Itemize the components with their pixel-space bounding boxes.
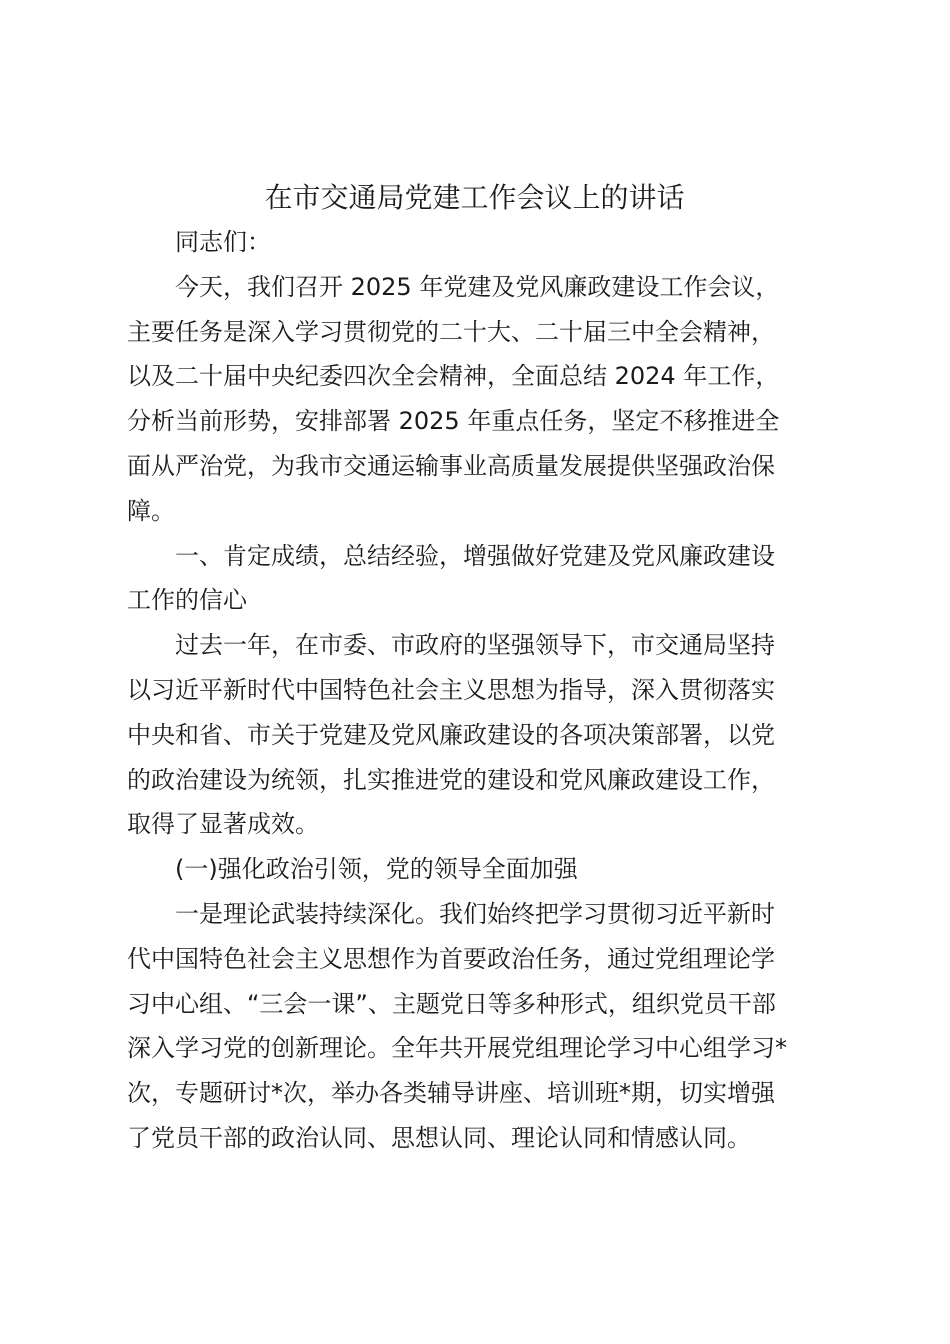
paragraph-line: 一是理论武装持续深化。我们始终把学习贯彻习近平新时 [175, 899, 775, 928]
paragraph-line: 以及二十届中央纪委四次全会精神，全面总结 2024 年工作， [127, 362, 780, 391]
paragraph-line: 分析当前形势，安排部署 2025 年重点任务，坚定不移推进全 [127, 407, 780, 436]
subsection-heading-1 [127, 847, 822, 892]
section-heading-1 [127, 534, 822, 624]
salutation [127, 220, 822, 265]
paragraph-line: 取得了显著成效。 [127, 810, 319, 839]
paragraph-line: 中央和省、市关于党建及党风廉政建设的各项决策部署，以党 [127, 720, 775, 749]
paragraph-line: 了党员干部的政治认同、思想认同、理论认同和情感认同。 [127, 1123, 751, 1152]
paragraph-theory [127, 892, 822, 1161]
paragraph-line: 障。 [127, 496, 175, 525]
paragraph-line: 过去一年，在市委、市政府的坚强领导下，市交通局坚持 [175, 631, 775, 660]
paragraph-line: 的政治建设为统领，扎实推进党的建设和党风廉政建设工作， [127, 765, 775, 794]
paragraph-line: 次，专题研讨*次，举办各类辅导讲座、培训班*期，切实增强 [127, 1079, 775, 1108]
paragraph-line: 面从严治党，为我市交通运输事业高质量发展提供坚强政治保 [127, 451, 775, 480]
paragraph-line: 今天，我们召开 2025 年党建及党风廉政建设工作会议， [175, 272, 780, 301]
paragraph-line: 深入学习党的创新理论。全年共开展党组理论学习中心组学习* [127, 1034, 787, 1063]
paragraph-line: 以习近平新时代中国特色社会主义思想为指导，深入贯彻落实 [127, 675, 775, 704]
heading-line: 一、肯定成绩，总结经验，增强做好党建及党风廉政建设 [175, 541, 775, 570]
salutation-text: 同志们： [175, 228, 271, 256]
subsection-title: (一)强化政治引领，党的领导全面加强 [175, 855, 578, 884]
paragraph-line: 习中心组、“三会一课”、主题党日等多种形式，组织党员干部 [127, 989, 776, 1018]
heading-line: 工作的信心 [127, 586, 247, 615]
paragraph-opening [127, 265, 822, 534]
document-title: 在市交通局党建工作会议上的讲话 [264, 181, 685, 214]
paragraph-line: 主要任务是深入学习贯彻党的二十大、二十届三中全会精神， [127, 317, 775, 346]
paragraph-achievements [127, 623, 822, 847]
paragraph-line: 代中国特色社会主义思想作为首要政治任务，通过党组理论学 [127, 944, 775, 973]
document-body [127, 176, 822, 1161]
